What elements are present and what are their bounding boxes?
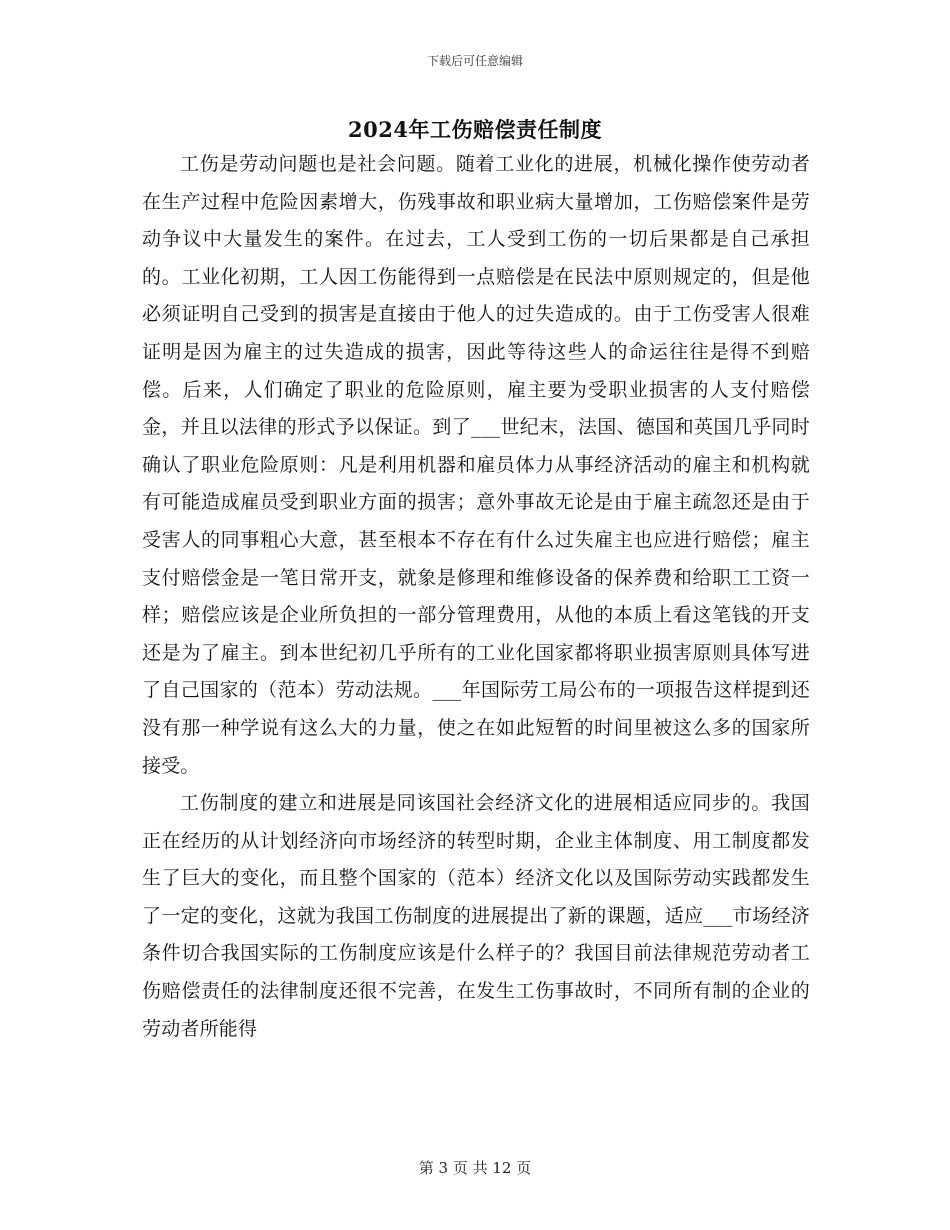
paragraph-2: 工伤制度的建立和进展是同该国社会经济文化的进展相适应同步的。我国正在经历的从计划经济向市场经济的转型时期，企业主体制度、用工制度都发生了巨大的变化，而且整个国家的（范本）经济文化以及国际劳动实践都发生了一定的变化，这就为我国工伤制度的进展提出了新的课题，适应___市场经济条件切合我国实际的工伤制度应该是什么样子的？我国目前法律规范劳动者工伤赔偿责任的法律制度还很不完善，在发生工伤事故时，不同所有制的企业的劳动者所能得 [142,792,810,1040]
page-number-footer: 第 3 页 共 12 页 [418,1159,532,1177]
document-body [142,146,810,1048]
paragraph-1: 工伤是劳动问题也是社会问题。随着工业化的进展，机械化操作使劳动者在生产过程中危险因素增大，伤残事故和职业病大量增加，工伤赔偿案件是劳动争议中大量发生的案件。在过去，工人受到工伤的一切后果都是自己承担的。工业化初期，工人因工伤能得到一点赔偿是在民法中原则规定的，但是他必须证明自己受到的损害是直接由于他人的过失造成的。由于工伤受害人很难证明是因为雇主的过失造成的损害，因此等待这些人的命运往往是得不到赔偿。后来，人们确定了职业的危险原则，雇主要为受职业损害的人支付赔偿金，并且以法律的形式予以保证。到了___世纪末，法国、德国和英国几乎同时确认了职业危险原则：凡是利用机器和雇员体力从事经济活动的雇主和机构就有可能造成雇员受到职业方面的损害；意外事故无论是由于雇主疏忽还是由于受害人的同事粗心大意，甚至根本不存在有什么过失雇主也应进行赔偿；雇主支付赔偿金是一笔日常开支，就象是修理和维修设备的保养费和给职工工资一样；赔偿应该是企业所负担的一部分管理费用，从他的本质上看这笔钱的开支还是为了雇主。到本世纪初几乎所有的工业化国家都将职业损害原则具体写进了自己国家的（范本）劳动法规。___年国际劳工局公布的一项报告这样提到还没有那一种学说有这么大的力量，使之在如此短暂的时间里被这么多的国家所接受。 [142,153,810,777]
document-title: 2024年工伤赔偿责任制度 [348,117,602,142]
header-note: 下载后可任意编辑 [426,54,523,68]
